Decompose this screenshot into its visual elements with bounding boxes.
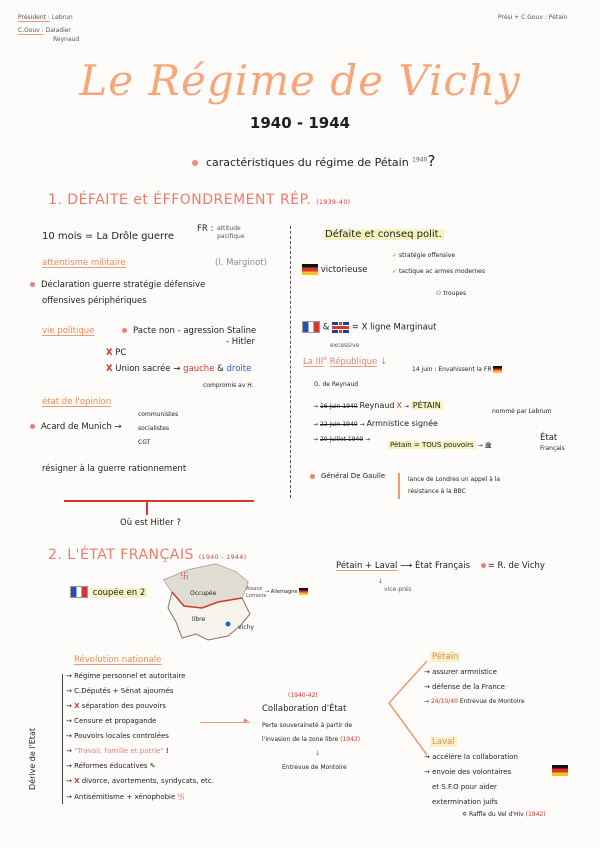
cross-mark: X (74, 702, 80, 710)
revolution-item: → "Travail, famille et patrie" ! (66, 747, 169, 755)
petain-laval-line: Pétain + Laval ⟶ État Français = R. de Vichy (336, 561, 545, 571)
revolution-item-text: Régime personnel et autoritaire (74, 672, 186, 680)
revolution-item: → Régime personnel et autoritaire (66, 672, 186, 680)
vie-politique: vie politique (42, 326, 95, 336)
etat-francais-text: État Français (415, 561, 470, 571)
revolution-bracket (62, 674, 63, 804)
laval-heading (430, 737, 457, 747)
marginot-note: (l. Marginot) (215, 258, 267, 268)
armistice-text: Armnistice signée (366, 419, 438, 428)
revolution-item: → C.Députés + Sénat ajournés (66, 687, 174, 695)
juin22-line: → 22 juin 1940 → Armnistice signée (313, 419, 438, 428)
revolution-item: → Pouvoirs locales controlées (66, 732, 169, 740)
pc-cross: X (106, 348, 113, 358)
petain-laval-text: Pétain + Laval (336, 561, 398, 571)
uk-flag-icon (332, 322, 349, 333)
gaulle-line (310, 472, 385, 480)
fr-label: FR : (197, 224, 214, 234)
nomme-note: nommé par Lebrum (492, 408, 552, 415)
juin16-cross: X (396, 401, 402, 410)
section1-heading-text: 1. DÉFAITE et ÉFFONDREMENT RÉP. (48, 192, 312, 208)
resigner: résigner à la guerre rationnement (42, 464, 187, 474)
revolution-item-text: Antisémitisme + xénophobie (74, 793, 176, 801)
petain-line-2: → défense de la France (424, 683, 505, 691)
vichy-map-label: vichy (238, 624, 254, 631)
section2-heading-text: 2. L'ÉTAT FRANÇAIS (48, 547, 194, 563)
revolution-item-text: Réformes éducatives (74, 762, 148, 770)
juin22-date: 22 juin 1940 (319, 421, 358, 428)
republique-rest: République (329, 356, 378, 367)
germany-flag-icon (552, 765, 568, 776)
france-flag-icon (302, 321, 320, 333)
victorieuse-line (302, 264, 367, 275)
president-value: Lebrun (51, 14, 73, 21)
drole-guerre: 10 mois = La Drôle guerre (42, 231, 175, 242)
etat-label: État (540, 433, 558, 443)
pc-line (106, 348, 126, 358)
juin14-line (412, 366, 502, 373)
france-flag-icon (70, 586, 88, 598)
header-president (18, 14, 73, 21)
section2-dates: (1940 - 1944) (198, 554, 247, 561)
strategie-line (392, 252, 455, 259)
revolution-item: → Antisémitisme + xénophobie 卐 (66, 793, 185, 801)
section1-dates: (1939-40) (316, 199, 351, 206)
troupes-text: troupes (443, 290, 467, 297)
union-and: & (217, 364, 224, 374)
vice-pres: vice-prés (384, 586, 412, 593)
building-icon: 🏛 (484, 442, 493, 449)
petain-line-1: → assurer armnistice (424, 668, 497, 676)
revolution-item-text: divorce, avortements, syndycats, etc. (81, 777, 214, 785)
header-c-gouv (18, 27, 71, 34)
tactique-line (392, 268, 485, 275)
coupee-text: coupée en 2 (92, 587, 146, 598)
petain-entrevue: Entrevue de Montoire (459, 698, 525, 705)
gaulle-bullet (310, 474, 315, 479)
president-label: Président : (18, 14, 50, 21)
occupee-label: Occupée (190, 590, 217, 597)
droite-text: droite (226, 364, 252, 374)
troupes-icon: ⚇ (436, 290, 442, 297)
years: 1940 - 1944 (249, 114, 351, 132)
petain-line-3: → 24/10/40 Entrevue de Montoire (424, 698, 525, 705)
republique-sup: e (323, 355, 327, 362)
question-sup: 1940 (412, 156, 428, 164)
declaration (30, 280, 205, 290)
branch-path (389, 661, 427, 755)
strategie-text: stratégie offensive (398, 252, 456, 259)
section2-heading (48, 547, 247, 563)
swastika-icon: 卐 (177, 793, 185, 801)
libre-label: libre (192, 616, 206, 623)
collab-title: Collaboration d'État (262, 704, 347, 714)
union-line: X Union sacrée → gauche & droite (106, 364, 252, 374)
collab-line-2-date: (1942) (340, 736, 361, 743)
hitler-question: Où est Hitler ? (120, 518, 181, 528)
revolution-item: → Réformes éducatives ✎ (66, 762, 156, 770)
offensives: offensives périphériques (42, 296, 147, 306)
revolution-item: → X divorce, avortements, syndycats, etc. (66, 777, 214, 785)
tous-pouvoirs-text: Pétain = TOUS pouvoirs (390, 441, 474, 449)
laval-line-1-text: accélère la collaboration (432, 753, 518, 761)
petain-name: PÉTAIN (412, 401, 441, 410)
vichy-marker (226, 622, 231, 627)
revolution-item: → Censure et propagande (66, 717, 157, 725)
alsace-label: Alsace (246, 586, 263, 592)
collab-line-2 (262, 736, 360, 743)
etat-opinion: état de l'opinion (42, 397, 112, 407)
petain-date: 24/10/40 (430, 698, 458, 705)
question (192, 152, 435, 170)
check-icon: ✓ (392, 252, 398, 259)
defaite-title-text: Défaite et conseq polit. (325, 229, 442, 240)
vichy-bullet (481, 563, 486, 568)
laval-line-2: → envoie des volontaires (424, 768, 512, 776)
reynaud-government: G. de Reynaud (314, 381, 359, 388)
allemagne-text: Allemagne (270, 589, 298, 595)
germany-flag-icon (493, 366, 502, 373)
c-gouv-value: Daladier (45, 27, 71, 34)
r-vichy-text: = R. de Vichy (487, 561, 545, 571)
france-map (158, 562, 270, 644)
gaulle-bracket (398, 473, 400, 499)
rafle-line (462, 811, 546, 818)
collab-line-2-text: l'invasion de la zone libre (262, 736, 339, 743)
germany-flag-icon (299, 588, 308, 595)
communistes: communistes (138, 411, 179, 418)
swastika-mark: 卐 (180, 572, 190, 582)
juin16-line: → 16 juin 1940 Reynaud X → PÉTAIN (313, 401, 441, 410)
revolution-arrow (200, 722, 250, 723)
laval-line-2-text: envoie des volontaires (432, 768, 512, 776)
question-text: caractéristiques du régime de Pétain (206, 156, 409, 169)
tous-pouvoirs: Pétain = TOUS pouvoirs → 🏛 (390, 441, 493, 449)
juin14-text: 14 juin : Envahissent la FR (412, 366, 492, 373)
victorieuse-text: victorieuse (320, 265, 368, 275)
cgt: CGT (138, 439, 151, 446)
ligne-line: & = X ligne Marginaut (302, 321, 437, 333)
collab-arrow: ↓ (315, 750, 321, 757)
attentisme: attentisme militaire (42, 258, 126, 268)
laval-line-1: → accélère la collaboration (424, 753, 518, 761)
pencil-icon: ✎ (149, 762, 156, 770)
juin16-text: Reynaud (359, 401, 395, 410)
column-separator (290, 226, 291, 498)
fr-note-2: pacifique (217, 233, 245, 240)
cross-mark: X (74, 777, 80, 785)
lorraine-label: Lorraine (246, 593, 267, 599)
divider-arrow (146, 501, 148, 515)
declaration-bullet (30, 282, 35, 287)
rafle-text: Raffle du Vel d'Hiv (468, 811, 524, 818)
c-gouv-label: C.Gouv : (18, 27, 44, 34)
revolution-arrow-head: ▸ (244, 716, 249, 726)
revolution-item-text: Pouvoirs locales controlées (74, 732, 169, 740)
rafle-date: (1942) (525, 811, 546, 818)
section1-divider (64, 500, 254, 502)
ligne-text: = X ligne Marginaut (351, 322, 437, 333)
pacte-text-1: Pacte non - agression Staline (133, 326, 257, 336)
juin16-date: 16 juin 1940 (319, 403, 358, 410)
republique-text: La III (303, 356, 324, 367)
collab-dates: (1940-42) (288, 692, 318, 699)
gauche-text: gauche (183, 364, 215, 374)
juillet20-date: 20 juillet 1940 (319, 436, 364, 443)
juillet20-line: → 20 juillet 1940 → (313, 436, 371, 443)
page-title: Le Régime de Vichy (79, 56, 521, 105)
revolution-item-text: "Travail, famille et patrie" (74, 747, 164, 755)
petain-line-1-text: assurer armnistice (432, 668, 497, 676)
question-mark: ? (427, 152, 436, 170)
union-text: Union sacrée (115, 364, 171, 374)
pacte-line-1 (122, 326, 256, 336)
compromis: compromis av H. (203, 382, 254, 389)
pacte-bullet (122, 328, 127, 333)
revolution-item-text: C.Députés + Sénat ajournés (74, 687, 174, 695)
lance-line-1: lance de Londres un appel à la (408, 476, 501, 483)
troupes (436, 290, 466, 297)
vice-arrow: ↓ (378, 578, 384, 585)
laval-heading-text: Laval (432, 737, 455, 747)
collab-entrevue: Entrevue de Montoire (282, 764, 347, 771)
section1-heading (48, 192, 351, 208)
coupee-line (70, 586, 147, 598)
exclamation-mark: ! (165, 747, 169, 755)
declaration-text: Déclaration guerre stratégie défensive (41, 280, 206, 290)
petain-heading (430, 652, 460, 662)
laval-line-3: et S.F.O pour aider (432, 783, 497, 791)
pc-text: PC (115, 348, 127, 358)
acord-munich: Acard de Munich → (30, 422, 122, 432)
tactique-text: tactique ac armes modernes (398, 268, 485, 275)
revolution-side-label: Dérive de l'Etat (28, 728, 37, 790)
defaite-title (323, 229, 444, 240)
revolution-item-text: séparation des pouvoirs (81, 702, 166, 710)
petain-line-2-text: défense de la France (432, 683, 505, 691)
fr-note-1: attitude (217, 225, 241, 232)
republique-heading: La IIIe République ↓ (303, 355, 388, 367)
acord-bullet (30, 424, 35, 429)
socialistes: socialistes (138, 425, 170, 432)
petain-heading-text: Pétain (432, 652, 459, 662)
header-right-note: Prési + C.Gouv : Pétain (498, 14, 568, 21)
acord-text: Acard de Munich (41, 422, 112, 432)
laval-germany-flag (552, 760, 568, 779)
check-icon: ✓ (392, 268, 398, 275)
revolution-heading: Révolution nationale (74, 655, 162, 665)
collab-line-1: Perte souveraineté à partir de (262, 722, 353, 729)
c-gouv-value-2: Reynaud (53, 36, 80, 43)
pacte-line-2: - Hitler (226, 337, 255, 347)
lance-line-2: résistance à la BBC (408, 488, 466, 495)
gaulle-text: Général De Gaulle (321, 472, 386, 480)
question-bullet (192, 160, 198, 166)
laval-line-4: extermination juifs (432, 798, 498, 806)
allemagne-line: → Allemagne (265, 588, 308, 595)
excessive-note: excessive (330, 342, 360, 349)
star-icon: ✡ (462, 811, 468, 818)
revolution-item-text: Censure et propagande (74, 717, 157, 725)
francais-label: Français (540, 445, 565, 452)
germany-flag-icon (302, 264, 318, 275)
union-cross: X (106, 364, 113, 374)
revolution-item: → X séparation des pouvoirs (66, 702, 166, 710)
